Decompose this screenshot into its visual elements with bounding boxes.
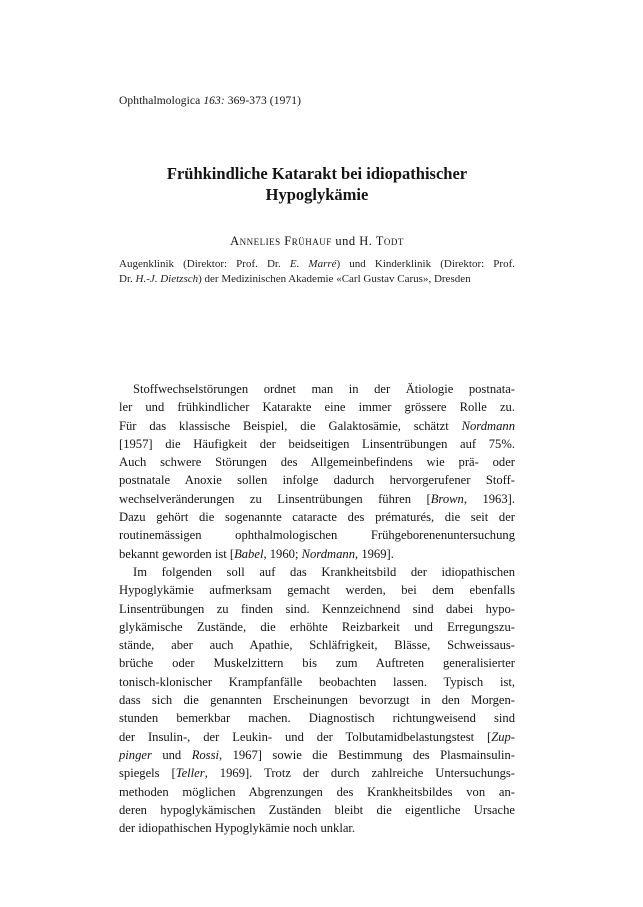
journal-citation bbox=[119, 95, 301, 107]
body-text bbox=[119, 380, 515, 837]
italic-text: H.-J. Dietzsch bbox=[135, 272, 199, 285]
journal-pages: 369-373 (1971) bbox=[227, 95, 302, 107]
article-title bbox=[119, 163, 515, 205]
text-run: [1957] die Häufigkeit der beidseitigen Linsentrübungen auf 75%. bbox=[119, 436, 515, 451]
body-line bbox=[119, 508, 515, 526]
body-line bbox=[119, 618, 515, 636]
body-line bbox=[119, 453, 515, 471]
body-line bbox=[119, 819, 515, 837]
italic-text: Rossi bbox=[191, 747, 219, 762]
italic-text: Zup- bbox=[491, 729, 515, 744]
body-line bbox=[119, 417, 515, 435]
author-conjunction: und bbox=[335, 234, 356, 248]
text-run: dass sich die genannten Erscheinungen bevorzugt in den Morgen- bbox=[119, 693, 515, 708]
text-run: wechselveränderungen zu Linsentrübungen führen [ bbox=[119, 491, 431, 506]
body-line bbox=[119, 728, 515, 746]
body-line bbox=[119, 709, 515, 727]
body-line bbox=[119, 673, 515, 691]
body-line bbox=[119, 746, 515, 764]
body-line bbox=[119, 435, 515, 453]
affiliation-line-1 bbox=[119, 257, 515, 272]
body-line bbox=[119, 636, 515, 654]
text-run: ler und frühkindlicher Katarakte eine immer grössere Rolle zu. bbox=[119, 400, 515, 415]
text-run: , 1969]. bbox=[355, 546, 394, 561]
text-run: Auch schwere Störungen des Allgemeinbefindens wie prä- oder bbox=[119, 455, 515, 470]
italic-text: Brown bbox=[430, 491, 464, 506]
italic-text: Nordmann bbox=[301, 546, 356, 561]
italic-text: Nordmann bbox=[461, 418, 515, 433]
text-run: bekannt geworden ist [ bbox=[119, 546, 235, 561]
author-2: H. Todt bbox=[359, 234, 404, 248]
text-run: routinemässigen ophthalmologischen Frühgeborenenuntersuchung bbox=[119, 528, 515, 543]
body-line bbox=[119, 783, 515, 801]
body-line bbox=[119, 600, 515, 618]
text-run: Stoffwechselstörungen ordnet man in der Ätiologie postnata- bbox=[133, 382, 515, 396]
body-line bbox=[119, 545, 515, 563]
italic-text: pinger bbox=[119, 747, 152, 762]
text-run: stände, aber auch Apathie, Schläfrigkeit, Blässe, Schweissaus- bbox=[119, 638, 515, 653]
text-run: Im folgenden soll auf das Krankheitsbild der idiopathischen bbox=[133, 564, 515, 579]
affiliation-line-2 bbox=[119, 272, 515, 287]
text-run: Hypoglykämie aufmerksam gemacht werden, bei dem ebenfalls bbox=[119, 583, 515, 598]
author-1: Annelies Frühauf bbox=[230, 234, 332, 248]
italic-text: Babel bbox=[234, 546, 264, 561]
text-run: ) und Kinderklinik (Direktor: Prof. bbox=[336, 258, 515, 270]
body-line bbox=[119, 380, 515, 398]
text-run: , 1960; bbox=[263, 546, 302, 561]
body-line bbox=[119, 691, 515, 709]
text-run: spiegels [ bbox=[119, 766, 176, 781]
body-line bbox=[119, 801, 515, 819]
body-line bbox=[119, 563, 515, 581]
body-line bbox=[119, 471, 515, 489]
text-run: methoden möglichen Abgrenzungen des Krankheitsbildes von an- bbox=[119, 784, 515, 799]
text-run: brüche oder Muskelzittern bis zum Auftreten generalisierter bbox=[119, 656, 515, 671]
text-run: Dazu gehört die sogenannte cataracte des prématurés, die seit der bbox=[119, 510, 515, 525]
text-run: der Insulin-, der Leukin- und der Tolbutamidbelastungstest [ bbox=[119, 729, 492, 744]
body-line bbox=[119, 490, 515, 508]
text-run: , 1967] sowie die Bestimmung des Plasmainsulin- bbox=[218, 747, 515, 762]
journal-name: Ophthalmologica bbox=[119, 95, 201, 107]
text-run: der idiopathischen Hypoglykämie noch unklar. bbox=[119, 821, 356, 836]
body-line bbox=[119, 654, 515, 672]
text-run: Dr. bbox=[119, 272, 136, 285]
italic-text: Teller bbox=[175, 766, 205, 781]
title-line-1: Frühkindliche Katarakt bei idiopathischer bbox=[166, 164, 468, 183]
text-run: stunden bemerkbar machen. Diagnostisch richtungweisend sind bbox=[119, 711, 515, 726]
text-run: tonisch-klonischer Krampfanfälle beobachten lassen. Typisch ist, bbox=[119, 674, 515, 689]
body-line bbox=[119, 526, 515, 544]
journal-volume: 163: bbox=[203, 95, 225, 107]
text-run: Augenklinik (Direktor: Prof. Dr. bbox=[119, 258, 290, 270]
text-run: , 1963]. bbox=[463, 491, 515, 506]
text-run: Linsentrübungen zu finden sind. Kennzeichnend sind dabei hypo- bbox=[119, 601, 515, 616]
italic-text: E. Marré bbox=[289, 258, 337, 270]
text-run: postnatale Anoxie sollen infolge dadurch hervorgerufener Stoff- bbox=[119, 473, 515, 488]
body-line bbox=[119, 764, 515, 782]
body-line bbox=[119, 581, 515, 599]
title-line-2: Hypoglykämie bbox=[265, 185, 369, 204]
text-run: deren hypoglykämischen Zuständen bleibt die eigentliche Ursache bbox=[119, 802, 515, 817]
affiliation bbox=[119, 257, 515, 286]
text-run: , 1969]. Trotz der durch zahlreiche Untersuchungs- bbox=[204, 766, 516, 781]
body-line bbox=[119, 398, 515, 416]
author-list bbox=[119, 234, 515, 249]
text-run: ) der Medizinischen Akademie «Carl Gustav Carus», Dresden bbox=[198, 272, 471, 285]
text-run: glykämische Zustände, die erhöhte Reizbarkeit und Erregungszu- bbox=[119, 619, 515, 634]
text-run: Für das klassische Beispiel, die Galaktosämie, schätzt bbox=[119, 418, 462, 433]
text-run: und bbox=[151, 747, 192, 762]
